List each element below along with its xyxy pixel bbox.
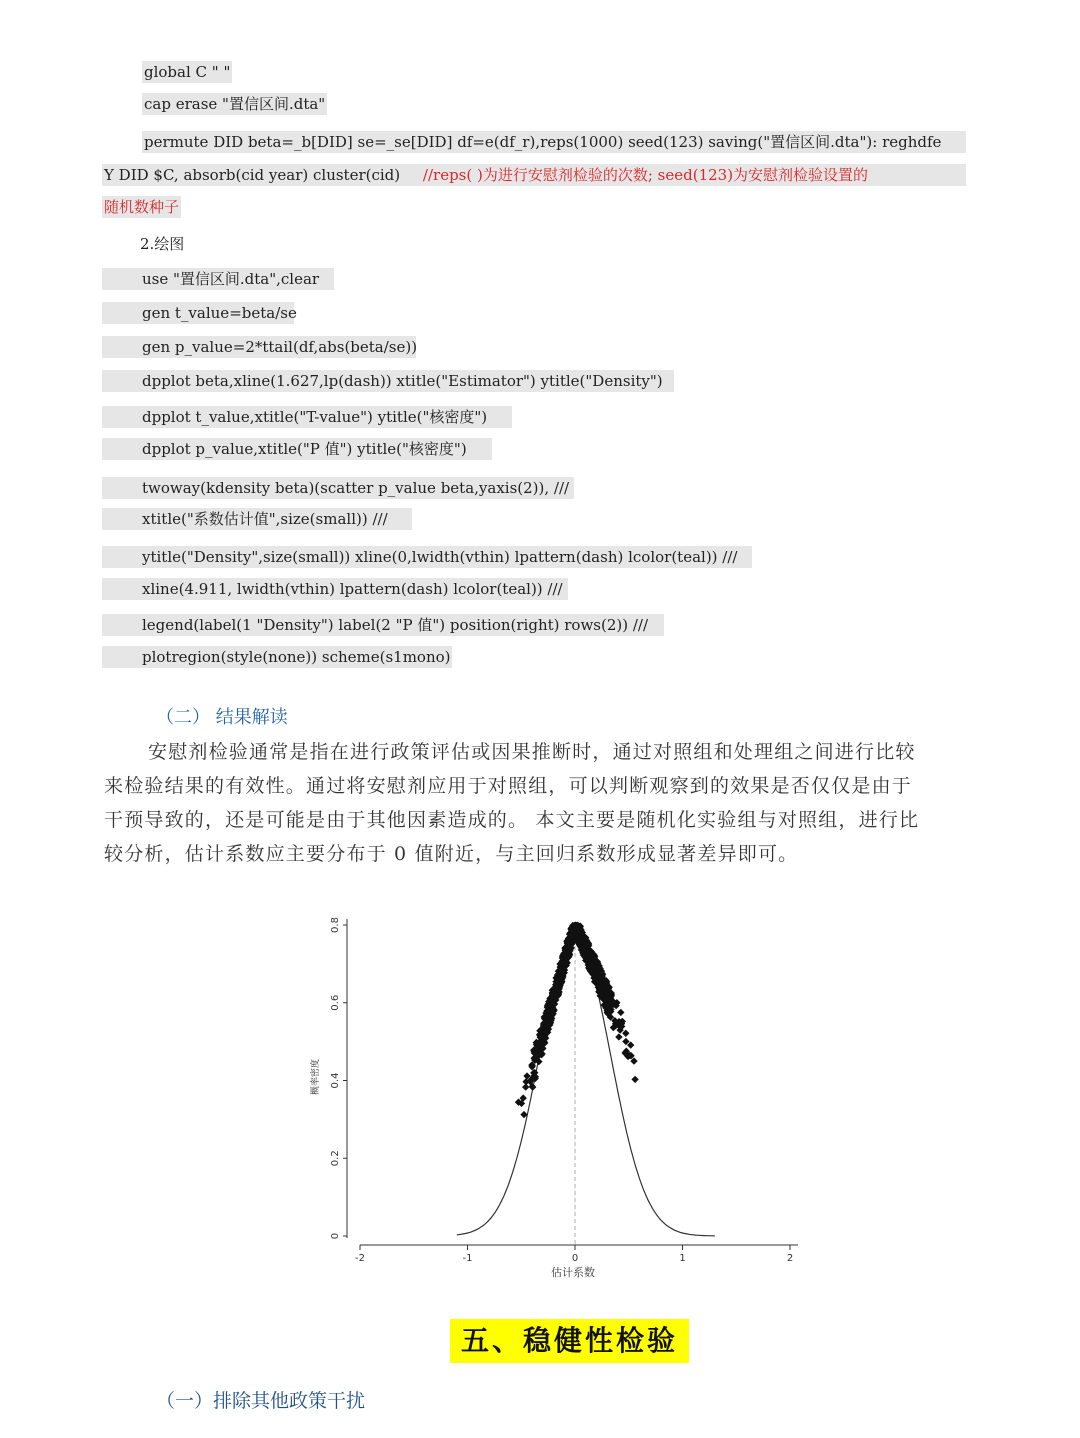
code-line-3: permute DID beta=_b[DID] se=_se[DID] df=e(df_r),reps(1000) seed(123) saving("置信区间.dta"): reghdfe	[142, 131, 966, 153]
y-tick-label: 0.4	[330, 1072, 341, 1089]
x-tick-label: 2	[786, 1253, 794, 1264]
section-title: 五、稳健性检验	[450, 1319, 689, 1363]
y-tick-label: 0.6	[330, 994, 341, 1011]
code-line-16: legend(label(1 "Density") label(2 "P 值") position(right) rows(2)) ///	[102, 614, 664, 636]
y-tick-label: 0.8	[330, 917, 341, 933]
x-tick-label: 0	[571, 1253, 579, 1264]
code-line-7: gen t_value=beta/se	[102, 302, 294, 324]
results-paragraph-line-1: 安慰剂检验通常是指在进行政策评估或因果推断时，通过对照组和处理组之间进行比较	[148, 741, 916, 763]
p-value-point	[617, 1009, 624, 1016]
results-paragraph-line-4: 较分析，估计系数应主要分布于 0 值附近，与主回归系数形成显著差异即可。	[104, 843, 799, 865]
code-line-4-code: Y DID $C, absorb(cid year) cluster(cid)	[104, 166, 401, 184]
results-heading: （二） 结果解读	[156, 707, 288, 728]
code-line-5: 随机数种子	[104, 198, 180, 216]
code-line-15: xline(4.911, lwidth(vthin) lpattern(dash) lcolor(teal)) ///	[102, 578, 568, 600]
p-value-point	[622, 1030, 629, 1037]
code-line-9: dpplot beta,xline(1.627,lp(dash)) xtitle("Estimator") ytitle("Density")	[102, 370, 674, 392]
code-line-8: gen p_value=2*ttail(df,abs(beta/se))	[102, 336, 416, 358]
code-line-17: plotregion(style(none)) scheme(s1mono)	[102, 646, 452, 668]
code-line-13: xtitle("系数估计值",size(small)) ///	[102, 508, 412, 530]
code-line-4	[102, 164, 966, 186]
y-tick-label: 0.2	[330, 1150, 341, 1167]
x-tick-label: 1	[679, 1253, 686, 1264]
x-tick-label: -1	[462, 1253, 473, 1264]
code-line-2: cap erase "置信区间.dta"	[144, 95, 326, 113]
p-value-point	[631, 1076, 638, 1083]
results-paragraph-line-3: 干预导致的，还是可能是由于其他因素造成的。 本文主要是随机化实验组与对照组，进行比	[104, 809, 920, 831]
x-axis-label: 估计系数	[551, 1266, 595, 1279]
p-value-point	[615, 1033, 622, 1040]
p-value-point	[522, 1083, 529, 1090]
code-line-14: ytitle("Density",size(small)) xline(0,lwidth(vthin) lpattern(dash) lcolor(teal)) ///	[102, 546, 752, 568]
code-line-10: dpplot t_value,xtitle("T-value") ytitle("核密度")	[102, 406, 512, 428]
code-line-12: twoway(kdensity beta)(scatter p_value beta,yaxis(2)), ///	[102, 477, 574, 499]
code-line-1: global C " "	[144, 63, 231, 81]
y-axis-label: 概率密度	[311, 1058, 321, 1096]
x-tick-label: -2	[355, 1253, 365, 1264]
results-paragraph-line-2: 来检验结果的有效性。通过将安慰剂应用于对照组，可以判断观察到的效果是否仅仅是由于	[104, 775, 913, 797]
section-subtitle: （一）排除其他政策干扰	[156, 1390, 366, 1412]
code-line-4-comment: //reps( )为进行安慰剂检验的次数; seed(123)为安慰剂检验设置的	[422, 166, 869, 184]
placebo-density-chart	[290, 905, 810, 1290]
y-tick-label: 0	[330, 1232, 341, 1240]
code-line-11: dpplot p_value,xtitle("P 值") ytitle("核密度")	[102, 438, 492, 460]
code-line-6: use "置信区间.dta",clear	[102, 268, 334, 290]
density-curve	[457, 937, 715, 1236]
step-2-label: 2.绘图	[140, 235, 185, 253]
